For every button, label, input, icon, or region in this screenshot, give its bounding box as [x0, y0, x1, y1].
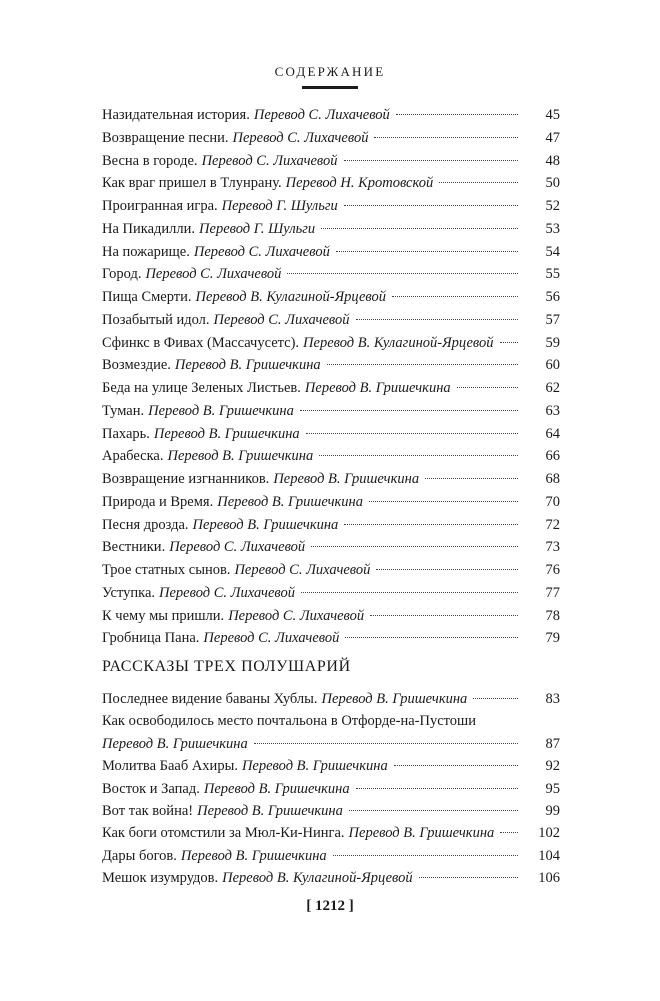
entry-translator: Перевод В. Гришечкина [192, 516, 339, 533]
entry-title: Дары богов. [102, 847, 177, 864]
running-head-rule [302, 86, 358, 89]
entry-title: Пища Смерти. [102, 289, 192, 305]
entry-translator: Перевод В. Кулагиной-Ярцевой [222, 870, 413, 887]
entry-page-number: 106 [538, 870, 560, 887]
entry-translator: Перевод С. Лихачевой [213, 311, 350, 328]
entry-translator: Перевод С. Лихачевой [159, 584, 295, 601]
dot-leader [356, 319, 519, 320]
toc-entry [102, 627, 560, 649]
toc-entry [102, 377, 560, 399]
toc-entry [102, 710, 560, 732]
entry-page-number: 55 [545, 266, 560, 283]
toc-entry [102, 195, 560, 217]
entry-translator: Перевод В. Кулагиной-Ярцевой [195, 289, 387, 305]
entry-title: Позабытый идол. [102, 311, 210, 328]
entry-page-number: 77 [545, 584, 560, 601]
entry-translator: Перевод В. Гришечкина [203, 780, 350, 797]
entry-translator: Перевод Г. Шульги [221, 198, 338, 214]
entry-translator: Перевод В. Гришечкина [153, 425, 300, 442]
entry-title: Назидательная история. [102, 107, 250, 123]
toc-entry [102, 733, 560, 755]
entry-page-number: 48 [545, 152, 560, 169]
toc-entry [102, 241, 560, 263]
dot-leader [344, 205, 518, 206]
entry-page-number: 53 [545, 220, 560, 237]
entry-page-number: 60 [545, 357, 560, 374]
entry-translator: Перевод С. Лихачевой [145, 266, 282, 283]
entry-title: Последнее видение баваны Хублы. [102, 691, 318, 707]
toc-entry [102, 536, 560, 558]
entry-page-number: 79 [545, 630, 560, 647]
entry-title: Весна в городе. [102, 152, 198, 169]
toc-entry [102, 150, 560, 172]
dot-leader [392, 296, 518, 297]
page-number: [ 1212 ] [306, 898, 354, 914]
dot-leader [369, 501, 518, 502]
entry-translator: Перевод В. Гришечкина [148, 402, 294, 419]
entry-translator: Перевод В. Гришечкина [102, 735, 248, 752]
entry-title: Вестники. [102, 539, 166, 556]
toc-entry [102, 755, 560, 777]
toc-entry [102, 104, 560, 126]
toc-entry [102, 514, 560, 536]
entry-page-number: 104 [538, 847, 560, 864]
toc-entry [102, 354, 560, 376]
entry-translator: Перевод В. Гришечкина [197, 803, 343, 819]
entry-title: Молитва Бааб Ахиры. [102, 758, 238, 775]
dot-leader [439, 182, 518, 183]
entry-page-number: 45 [545, 107, 560, 123]
toc-entry [102, 582, 560, 604]
entry-translator: Перевод С. Лихачевой [228, 607, 365, 624]
entry-title: Песня дрозда. [102, 516, 189, 533]
entry-title: Возмездие. [102, 357, 171, 374]
entry-translator: Перевод С. Лихачевой [232, 129, 369, 146]
dot-leader [321, 228, 518, 229]
toc-entry [102, 263, 560, 285]
toc-entry [102, 559, 560, 581]
entry-page-number: 83 [545, 691, 560, 707]
entry-page-number: 92 [545, 758, 560, 775]
entry-page-number: 52 [545, 198, 560, 214]
toc-entry [102, 172, 560, 194]
entry-title: Возвращение изгнанников. [102, 471, 270, 487]
entry-title: Пахарь. [102, 425, 150, 442]
entry-page-number: 63 [545, 402, 560, 419]
entry-page-number: 50 [545, 175, 560, 192]
dot-leader [336, 251, 518, 252]
entry-title: К чему мы пришли. [102, 607, 225, 624]
entry-title: Трое статных сынов. [102, 562, 231, 578]
entry-page-number: 62 [545, 380, 560, 396]
toc-entry [102, 400, 560, 422]
toc-entry [102, 445, 560, 467]
entry-translator: Перевод В. Гришечкина [180, 847, 327, 864]
entry-title: Проигранная игра. [102, 198, 218, 214]
section-title: РАССКАЗЫ ТРЕХ ПОЛУШАРИЙ [102, 658, 351, 675]
dot-leader [254, 743, 518, 744]
entry-translator: Перевод С. Лихачевой [169, 539, 306, 556]
dot-leader [306, 433, 518, 434]
entry-translator: Перевод В. Гришечкина [174, 357, 321, 374]
dot-leader [344, 524, 518, 525]
entry-translator: Перевод Г. Шульги [199, 220, 316, 237]
dot-leader [356, 788, 518, 789]
entry-title: На пожарище. [102, 243, 190, 260]
entry-translator: Перевод С. Лихачевой [203, 630, 340, 647]
dot-leader [311, 546, 518, 547]
entry-page-number: 99 [545, 803, 560, 819]
entry-page-number: 64 [545, 425, 560, 442]
entry-page-number: 47 [545, 129, 560, 146]
entry-translator: Перевод В. Гришечкина [273, 471, 420, 487]
running-head: СОДЕРЖАНИЕ [274, 64, 386, 79]
entry-page-number: 76 [545, 562, 560, 578]
entry-page-number: 66 [545, 448, 560, 465]
entry-translator: Перевод С. Лихачевой [253, 107, 390, 123]
entry-title: Уступка. [102, 584, 156, 601]
entry-title: Мешок изумрудов. [102, 870, 219, 887]
entry-page-number: 57 [545, 311, 560, 328]
dot-leader [425, 478, 518, 479]
entry-title: Гробница Пана. [102, 630, 200, 647]
toc-entry [102, 822, 560, 844]
dot-leader [300, 410, 518, 411]
entry-translator: Перевод В. Гришечкина [304, 380, 451, 396]
entry-translator: Перевод В. Кулагиной-Ярцевой [303, 334, 494, 351]
toc-entry [102, 867, 560, 889]
entry-title: Как освободилось место почтальона в Отфорде-на-Пустоши [102, 713, 476, 730]
dot-leader [345, 637, 518, 638]
entry-translator: Перевод С. Лихачевой [234, 562, 371, 578]
dot-leader [301, 592, 518, 593]
dot-leader [370, 615, 518, 616]
entry-translator: Перевод Н. Кротовской [285, 175, 434, 192]
toc-entry [102, 688, 560, 710]
entry-page-number: 54 [545, 243, 560, 260]
entry-translator: Перевод С. Лихачевой [201, 152, 338, 169]
entry-title: Беда на улице Зеленых Листьев. [102, 380, 301, 396]
entry-translator: Перевод С. Лихачевой [193, 243, 330, 260]
toc-entry [102, 605, 560, 627]
toc-entry [102, 127, 560, 149]
entry-translator: Перевод В. Гришечкина [241, 758, 388, 775]
toc-entry [102, 286, 560, 308]
toc-entry [102, 468, 560, 490]
dot-leader [374, 137, 518, 138]
dot-leader [500, 832, 518, 833]
entry-page-number: 102 [538, 825, 560, 842]
entry-page-number: 78 [545, 607, 560, 624]
dot-leader [349, 810, 518, 811]
entry-title: Как враг пришел в Тлунрану. [102, 175, 282, 192]
entry-translator: Перевод В. Гришечкина [348, 825, 495, 842]
entry-page-number: 73 [545, 539, 560, 556]
dot-leader [473, 698, 518, 699]
dot-leader [333, 855, 518, 856]
entry-title: Туман. [102, 402, 145, 419]
dot-leader [287, 273, 518, 274]
entry-page-number: 72 [545, 516, 560, 533]
entry-title: Вот так война! [102, 803, 194, 819]
toc-entry [102, 491, 560, 513]
entry-translator: Перевод В. Гришечкина [321, 691, 468, 707]
entry-page-number: 56 [545, 289, 560, 305]
entry-title: На Пикадилли. [102, 220, 196, 237]
entry-title: Сфинкс в Фивах (Массачусетс). [102, 334, 300, 351]
entry-page-number: 70 [545, 493, 560, 510]
toc-entry [102, 778, 560, 800]
entry-title: Возвращение песни. [102, 129, 229, 146]
entry-page-number: 68 [545, 471, 560, 487]
entry-title: Город. [102, 266, 142, 283]
dot-leader [319, 455, 518, 456]
dot-leader [376, 569, 518, 570]
toc-entry [102, 309, 560, 331]
dot-leader [327, 364, 518, 365]
entry-page-number: 87 [545, 735, 560, 752]
dot-leader [396, 114, 518, 115]
toc-entry [102, 800, 560, 822]
dot-leader [457, 387, 518, 388]
entry-page-number: 95 [545, 780, 560, 797]
dot-leader [394, 765, 518, 766]
toc-entry [102, 423, 560, 445]
toc-entry [102, 845, 560, 867]
entry-title: Арабеска. [102, 448, 164, 465]
entry-page-number: 59 [545, 334, 560, 351]
toc-entry [102, 332, 560, 354]
dot-leader [500, 342, 518, 343]
entry-translator: Перевод В. Гришечкина [217, 493, 363, 510]
entry-translator: Перевод В. Гришечкина [167, 448, 314, 465]
entry-title: Природа и Время. [102, 493, 214, 510]
dot-leader [344, 160, 518, 161]
entry-title: Как боги отомстили за Мюл-Ки-Нинга. [102, 825, 345, 842]
entry-title: Восток и Запад. [102, 780, 200, 797]
toc-entry [102, 218, 560, 240]
dot-leader [419, 877, 518, 878]
